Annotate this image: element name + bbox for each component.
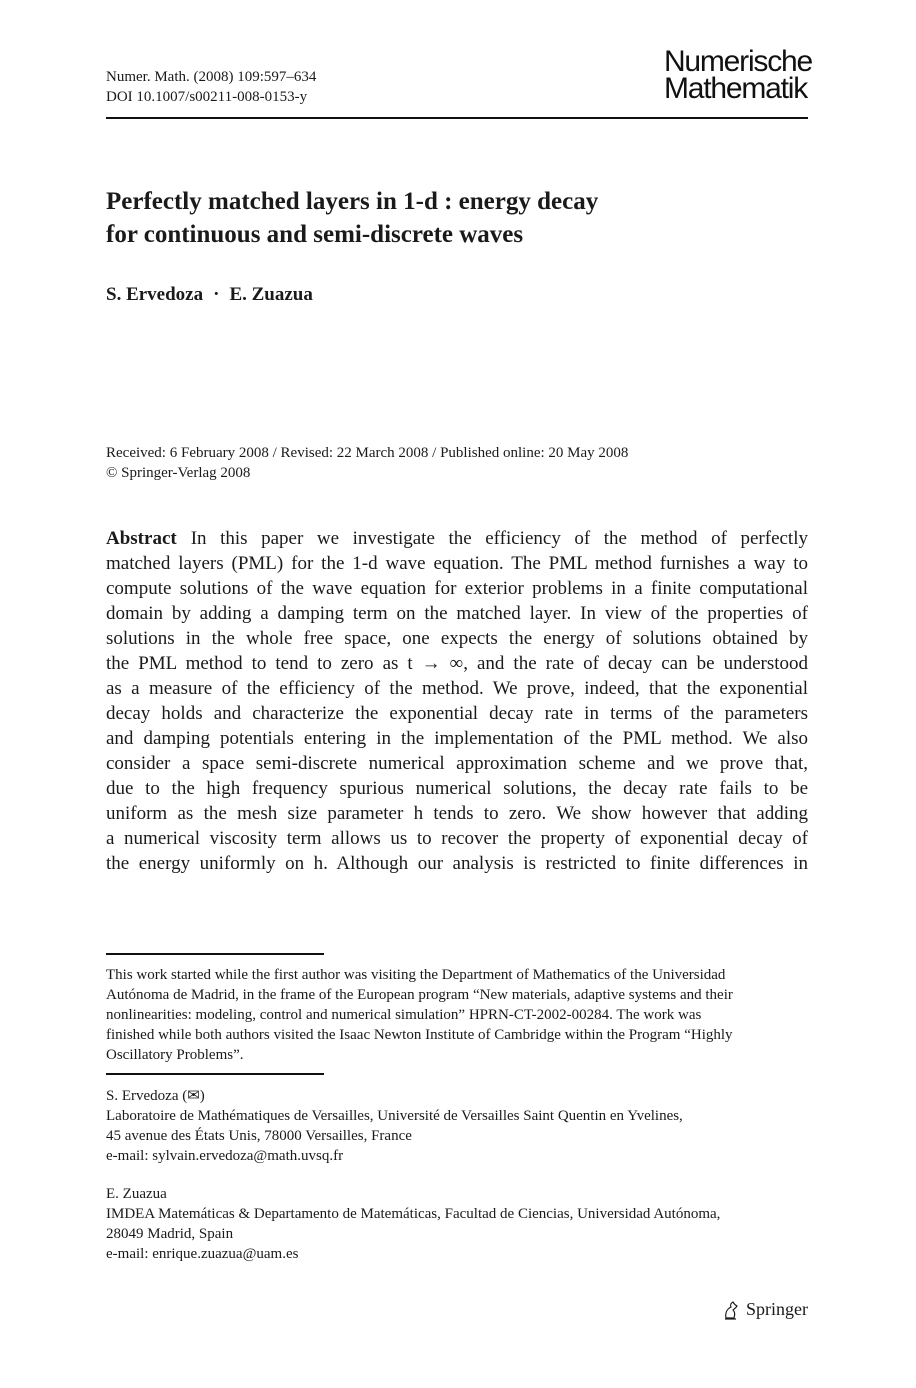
abstract-line [106, 726, 808, 751]
publisher-mark [722, 1299, 808, 1320]
header-rule [106, 117, 808, 119]
abstract-line [106, 576, 808, 601]
citation-block [106, 67, 316, 107]
publication-dates [106, 443, 628, 483]
footnote-line: Autónoma de Madrid, in the frame of the European program “New materials, adaptive systems and their [106, 987, 733, 1003]
publisher-name: Springer [746, 1299, 808, 1319]
abstract-text: consider a space semi-discrete numerical approximation scheme and we prove that, [106, 753, 808, 774]
dates: Received: 6 February 2008 / Revised: 22 March 2008 / Published online: 20 May 2008 [106, 445, 629, 461]
footnote-line: nonlinearities: modeling, control and numerical simulation” HPRN-CT-2002-00284. The work was [106, 1007, 702, 1023]
abstract-line [106, 751, 808, 776]
abstract-text: domain by adding a damping term on the matched layer. In view of the properties of [106, 603, 808, 624]
copyright: © Springer-Verlag 2008 [106, 465, 251, 481]
journal-logo [663, 45, 812, 105]
abstract-label: Abstract [106, 528, 177, 549]
abstract-line [106, 626, 808, 651]
affiliation-line: Laboratoire de Mathématiques de Versailles, Université de Versailles Saint Quentin en Yvelines, [106, 1108, 683, 1124]
abstract-text: a numerical viscosity term allows us to recover the property of exponential decay of [106, 828, 808, 849]
abstract-line [106, 776, 808, 801]
abstract-text: and damping potentials entering in the implementation of the PML method. We also [106, 728, 808, 749]
abstract-text: solutions in the whole free space, one expects the energy of solutions obtained by [106, 628, 808, 649]
affiliation-line: S. Ervedoza (✉) [106, 1088, 205, 1104]
abstract-text: decay holds and characterize the exponential decay rate in terms of the parameters [106, 703, 808, 724]
abstract-text: the PML method to tend to zero as t → ∞, and the rate of decay can be understood [106, 653, 808, 674]
abstract-text: due to the high frequency spurious numerical solutions, the decay rate fails to be [106, 778, 808, 799]
title-line-2: for continuous and semi-discrete waves [106, 221, 524, 248]
abstract-line [106, 851, 808, 876]
affiliation-line: e-mail: enrique.zuazua@uam.es [106, 1246, 299, 1262]
abstract-line [106, 701, 808, 726]
author-2: E. Zuazua [229, 284, 313, 305]
footnote-line: finished while both authors visited the Isaac Newton Institute of Cambridge within the Program “Highly [106, 1027, 733, 1043]
doi: DOI 10.1007/s00211-008-0153-y [106, 89, 308, 105]
abstract-text: as a measure of the efficiency of the method. We prove, indeed, that the exponential [106, 678, 808, 699]
abstract-text: compute solutions of the wave equation for exterior problems in a finite computational [106, 578, 808, 599]
author-list [106, 284, 313, 306]
affiliation-line: IMDEA Matemáticas & Departamento de Matemáticas, Facultad de Ciencias, Universidad Autónoma, [106, 1206, 721, 1222]
journal-name-line2: Mathematik [663, 72, 807, 105]
journal-name-line1: Numerische [663, 45, 812, 78]
affiliation-ervedoza [106, 1086, 808, 1166]
abstract-text: matched layers (PML) for the 1-d wave equation. The PML method furnishes a way to [106, 553, 808, 574]
footnote-line: Oscillatory Problems”. [106, 1047, 244, 1063]
abstract-text: In this paper we investigate the efficiency of the method of perfectly [190, 528, 808, 549]
abstract-line [106, 601, 808, 626]
springer-horse-icon [722, 1300, 740, 1320]
affiliation-line: E. Zuazua [106, 1186, 167, 1202]
affiliation-line: 28049 Madrid, Spain [106, 1226, 234, 1242]
abstract-text: uniform as the mesh size parameter h tends to zero. We show however that adding [106, 803, 808, 824]
affiliation-line: 45 avenue des États Unis, 78000 Versailles, France [106, 1128, 412, 1144]
footnote [106, 965, 808, 1065]
affiliation-rule [106, 1073, 324, 1075]
abstract-line [106, 551, 808, 576]
author-1: S. Ervedoza [106, 284, 204, 305]
abstract-line [106, 526, 808, 551]
title-line-1: Perfectly matched layers in 1-d : energy decay [106, 188, 599, 215]
footnote-line: This work started while the first author was visiting the Department of Mathematics of the Universidad [106, 967, 726, 983]
abstract-line [106, 651, 808, 676]
abstract-text: the energy uniformly on h. Although our analysis is restricted to finite differences in [106, 853, 808, 874]
abstract-line [106, 826, 808, 851]
author-separator: · [213, 284, 220, 305]
affiliation-zuazua [106, 1184, 808, 1264]
abstract-line [106, 801, 808, 826]
affiliation-line: e-mail: sylvain.ervedoza@math.uvsq.fr [106, 1148, 344, 1164]
citation: Numer. Math. (2008) 109:597–634 [106, 69, 317, 85]
abstract-line [106, 676, 808, 701]
footnote-rule [106, 953, 324, 955]
abstract [106, 526, 808, 876]
paper-title [106, 185, 806, 251]
